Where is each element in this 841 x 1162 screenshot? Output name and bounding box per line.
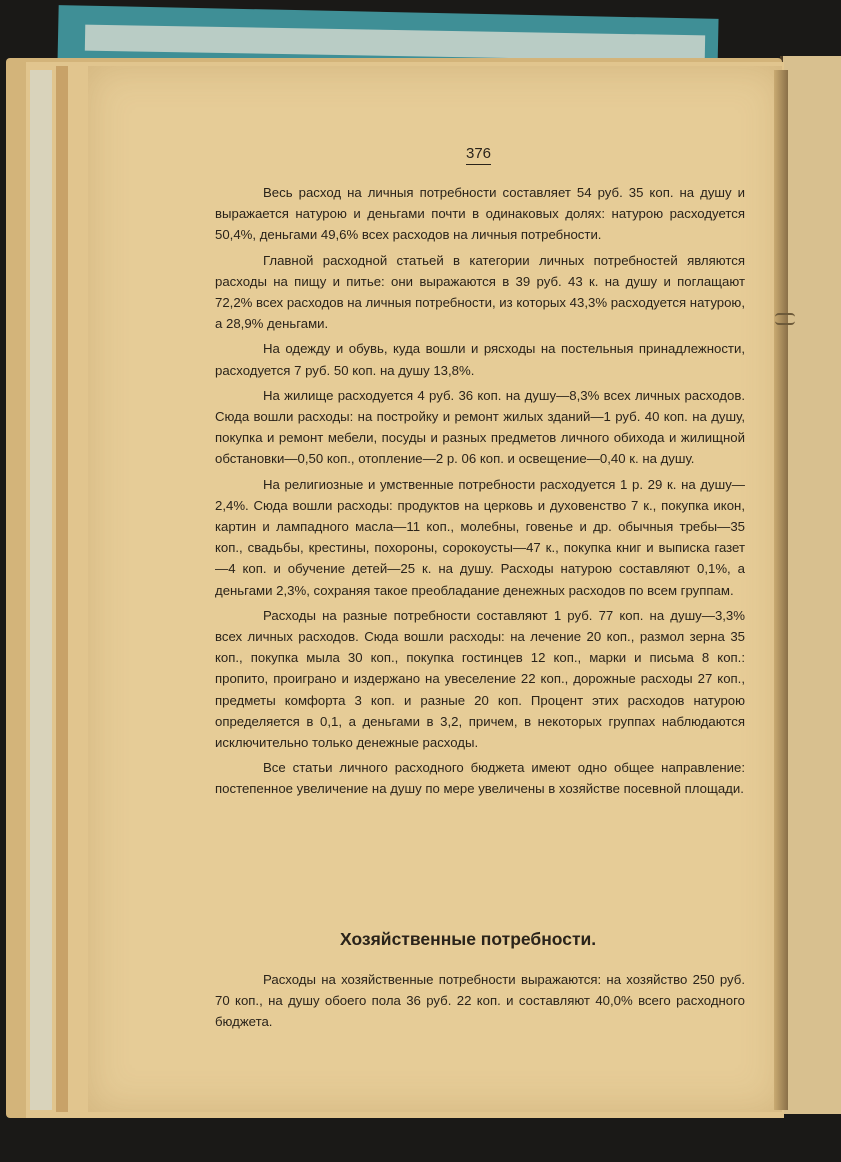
page-edge-strip (30, 70, 52, 1110)
paragraph-economic: Расходы на хозяйственные потребности выражаются: на хозяйство 250 руб. 70 коп., на душу обоего пола 36 руб. 22 коп. и составляют 40,0% всего расходного бюджета. (215, 972, 745, 1030)
page-body (215, 182, 745, 804)
page-edge-shadow (56, 66, 68, 1112)
facing-page-edge (780, 56, 841, 1114)
page-number: 376 (466, 145, 491, 165)
section-heading: Хозяйственные потребности. (340, 929, 597, 949)
paragraph-summary: Все статьи личного расходного бюджета имеют одно общее направление: постепенное увеличение на душу по мере увеличены в хозяйстве посевной площади. (215, 760, 745, 797)
paragraph-food: Главной расходной статьей в категории личных потребностей являются расходы на пищу и питье: они выражаются в 39 руб. 43 к. на душу и поглащают 72,2% всех расходов на личныя потребности, из которых 43,3% расходуется натурою, а 28,9% деньгами. (215, 252, 745, 332)
paragraph-religious: На религиозные и умственные потребности расходуется 1 р. 29 к. на душу—2,4%. Сюда вошли расходы: продуктов на церковь и духовенство 7 к., покупка икон, картин и лампадного масла—11 коп., молебны, говенье и др. обычныя требы—35 коп., свадьбы, крестины, похороны, сорокоусты—47 к., покупка книг и выписка газет—4 коп. и обучение детей—25 к. на душу. Расходы натурою составляют 0,1%, а деньгами 2,3%, сохраняя такое преобладание денежных расходов по всем группам. (215, 476, 745, 598)
book-spine (774, 70, 788, 1110)
paragraph-housing: На жилище расходуется 4 руб. 36 коп. на душу—8,3% всех личных расходов. Сюда вошли расходы: на постройку и ремонт жилых зданий—1 руб. 40 коп. на душу, покупка и ремонт мебели, посуды и разных предметов личного обихода и жилищной обстановки—0,50 коп., отопление—2 р. 06 коп. и освещение—0,40 к. на душу. (215, 387, 745, 467)
paragraph-miscellaneous: Расходы на разные потребности составляют 1 руб. 77 коп. на душу—3,3% всех личных расходов. Сюда вошли расходы: на лечение 20 коп., размол зерна 35 коп., покупка мыла 30 коп., покупка гостинцев 12 коп., марки и письма 8 коп.: пропито, проиграно и издержано на увеселение 22 коп., дорожные расходы 27 коп., предметы комфорта 3 коп. и разные 20 коп. Процент этих расходов натурою определяется в 0,1, а деньгами в 3,2, причем, в некоторых группах наблюдаются исключительно только денежные расходы. (215, 607, 745, 751)
paragraph-clothing: На одежду и обувь, куда вошли и рясходы на постельныя принадлежности, расходуется 7 руб. 50 коп. на душу 13,8%. (215, 341, 745, 378)
binding-thread (775, 313, 795, 325)
section-body (215, 969, 745, 1037)
paragraph-total-personal: Весь расход на личныя потребности составляет 54 руб. 35 коп. на душу и выражается натурою и деньгами почти в одинаковых долях: натурою расходуется 50,4%, деньгами 49,6% всех расходов на личныя потребности. (215, 185, 745, 243)
